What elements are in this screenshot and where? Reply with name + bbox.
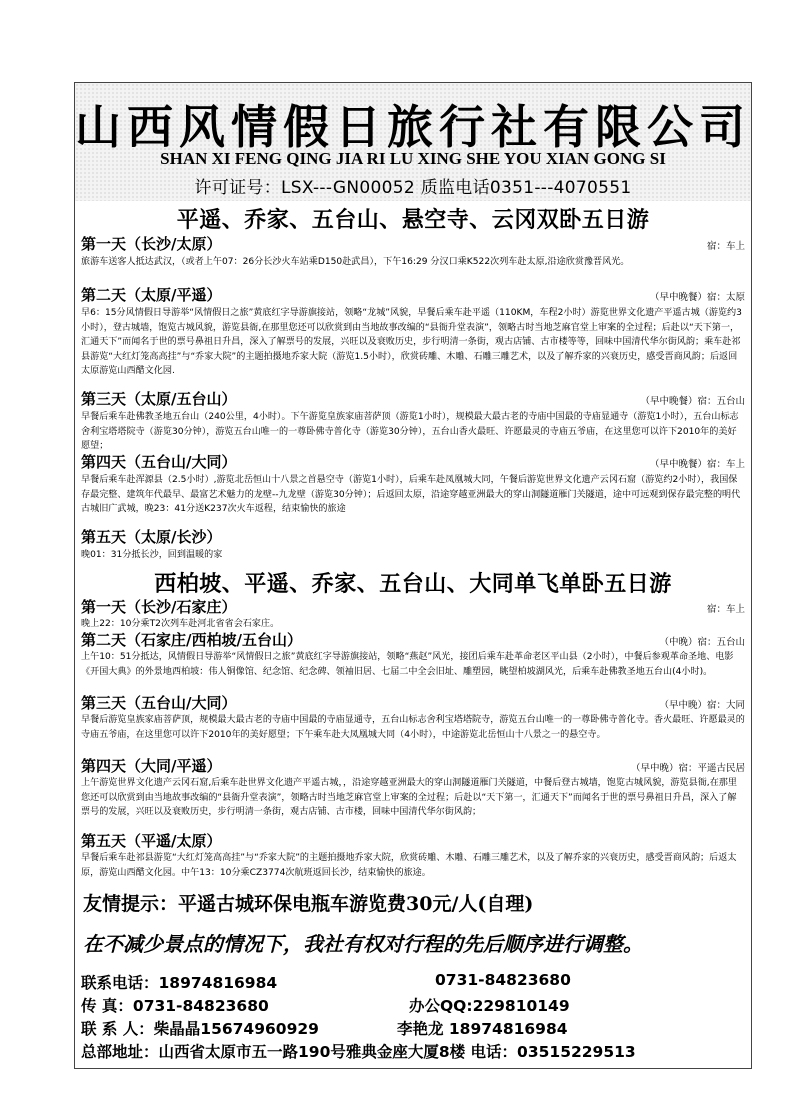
phone-number-1: 18974816984: [158, 974, 278, 992]
address-text: 山西省太原市五一路190号雅典金座大厦8楼 电话：03515229513: [158, 1043, 636, 1061]
contact-person-2: 李艳龙 18974816984: [397, 1020, 568, 1038]
day-label: 第五天（平遥/太原）: [81, 832, 222, 850]
day-meta: （早中晚）宿：平遥古民居: [630, 763, 745, 774]
contact-fax: [81, 994, 269, 1016]
person-label: 联 系 人：: [81, 1020, 154, 1038]
tour1-title: 平遥、乔家、五台山、悬空寺、云冈双卧五日游: [176, 208, 650, 233]
tour2-day4: [81, 757, 745, 775]
friendly-tip-line2: 在不减少景点的情况下，我社有权对行程的先后顺序进行调整。: [83, 932, 643, 956]
tour1-day1: [81, 235, 745, 253]
tour2-day1: [81, 598, 745, 616]
phone-label: 联系电话：: [81, 974, 159, 992]
tour1-day2: [81, 286, 745, 304]
day-label: 第一天（长沙/石家庄）: [81, 598, 237, 616]
fax-number: 0731-84823680: [132, 997, 269, 1015]
fax-label: 传 真：: [81, 997, 133, 1015]
contact-qq: [409, 994, 570, 1016]
day-label: 第四天（大同/平遥）: [81, 757, 222, 775]
tour1-day5-text: 晚01：31分抵长沙，回到温暖的家: [81, 550, 223, 560]
day-meta: （早中晚餐）宿：车上: [649, 459, 745, 470]
tour2-day3-text: 早餐后游览皇族家庙菩萨顶，规模最大最古老的寺庙中国最的寺庙显通寺，五台山标志舍利宝塔塔院寺，游览五台山唯一的一尊卧佛寺普化寺。香火最旺、许愿最灵的寺庙五爷庙，在这里您可以许下2010年的美好愿望；下午乘车赴大凤凰城大同（4小时），中途游览北岳恒山十八景之一的悬空寺。: [81, 715, 745, 740]
friendly-tip-text: 平遥古城环保电瓶车游览费30元/人(自理): [178, 893, 534, 915]
brochure-sheet: [74, 82, 752, 1069]
tour2-day5: [81, 832, 745, 850]
day-meta: （早中晚）宿：大同: [659, 700, 745, 711]
day-label: 第四天（五台山/大同）: [81, 453, 237, 471]
day-meta: （中晚）宿：五台山: [659, 637, 745, 648]
tour1-day3-text: 早餐后乘车赴佛教圣地五台山（240公里，4小时）。下午游览皇族家庙菩萨顶（游览1小时），规模最大最古老的寺庙中国最的寺庙显通寺（游览1小时），五台山标志舍利宝塔塔院寺（游览30分钟），游览五台山唯一的一尊卧佛寺普化寺（游览30分钟），五台山香火最旺、许愿最灵的寺庙五爷庙，在这里您可以许下2010年的美好愿望；: [81, 412, 739, 451]
tour1-day3: [81, 390, 745, 408]
day-label: 第五天（太原/长沙）: [81, 528, 222, 546]
day-meta: （早中晚餐）宿：太原: [649, 292, 745, 303]
tour2-day2-text: 上午10：51分抵达，风情假日导游举“风情假日之旅”黄底红字导游旗接站，领略“燕赵”风光，接团后乘车赴革命老区平山县（2小时），中餐后参观革命圣地、电影《开国大典》的外景地西柏坡：伟人铜像馆、纪念馆、纪念碑、领袖旧居、七届二中全会旧址、雕塑园，眺望柏坡湖风光，后乘车赴佛教圣地五台山(4小时)。: [81, 652, 734, 677]
contact-address: [81, 1040, 636, 1062]
day-label: 第三天（五台山/大同）: [81, 694, 237, 712]
qq-label: 办公QQ:: [409, 997, 473, 1015]
phone-number-2: 0731-84823680: [435, 971, 571, 989]
company-name: 山西风情假日旅行社有限公司: [75, 100, 751, 154]
day-label: 第一天（长沙/太原）: [81, 235, 222, 253]
tour2-day1-text: 晚上22：10分乘T2次列车赴河北省省会石家庄。: [81, 619, 280, 629]
contact-phone: [81, 971, 277, 993]
tour2-day4-text: 上午游览世界文化遗产云冈石窟,后乘车赴世界文化遗产平遥古城，，沿途穿越亚洲最大的穿山洞隧道雁门关隧道，中餐后登古城墙，饱览古城风貌，游览县衙,在那里您还可以欣赏到由当地故事改编的“县衙升堂表演”，领略古时当地芝麻官堂上审案的全过程；后赴以“天下第一，汇通天下”而闻名于世的票号鼻祖日升昌，深入了解票号的发展，兴旺以及衰败历史，步行明清一条街，观古店铺、古市楼，回味中国清代华尔街风韵；: [81, 778, 737, 817]
day-label: 第三天（太原/五台山）: [81, 390, 237, 408]
qq-number: 229810149: [472, 997, 570, 1015]
contact-person: [81, 1017, 319, 1039]
tour2-day5-text: 早餐后乘车赴祁县游览“大红灯笼高高挂”与“乔家大院”的主题拍摄地乔家大院，欣赏砖雕、木雕、石雕三雕艺术，以及了解乔家的兴衰历史，感受晋商风韵；后返太原，游览山西醋文化园。中午13：10分乘CZ3774次航班返回长沙，结束愉快的旅途。: [81, 853, 737, 878]
day-label: 第二天（石家庄/西柏坡/五台山）: [81, 631, 302, 649]
company-pinyin: SHAN XI FENG QING JIA RI LU XING SHE YOU XIAN GONG SI: [160, 149, 666, 168]
contact-person-1: 柴晶晶15674960929: [153, 1020, 319, 1038]
tour1-day4: [81, 453, 745, 471]
day-meta: （早中晚餐）宿：五台山: [640, 396, 745, 407]
day-label: 第二天（太原/平遥）: [81, 286, 222, 304]
tour2-day2: [81, 631, 745, 649]
tour2-day3: [81, 694, 745, 712]
day-meta: 宿：车上: [706, 241, 745, 252]
day-meta: 宿：车上: [706, 604, 745, 615]
tour1-day5: [81, 528, 745, 546]
friendly-tip-label: 友情提示：: [83, 893, 179, 915]
tour1-day4-text: 早餐后乘车赴浑源县（2.5小时）,游览北岳恒山十八景之首悬空寺（游览1小时），后乘车赴凤凰城大同，午餐后游览世界文化遗产云冈石窟（游览约2小时），我国保存最完整、建筑年代最早、最富艺术魅力的龙壁--九龙壁（游览30分钟）；后返回太原，沿途穿越亚洲最大的穿山洞隧道雁门关隧道，途中可远观到保存最完整的明代古城旧广武城，晚23：41分送K237次火车返程，结束愉快的旅途: [81, 475, 741, 514]
tour2-title: 西柏坡、平遥、乔家、五台山、大同单飞单卧五日游: [154, 572, 672, 597]
friendly-tip-line1: [83, 889, 745, 916]
tour1-day1-text: 旅游车送客人抵达武汉，（或者上午07：26分长沙火车站乘D150赴武昌），下午16:29 分汉口乘K522次列车赴太原,沿途欣赏豫晋风光。: [81, 257, 630, 267]
license-line: 许可证号：LSX---GN00052 质监电话0351---4070551: [194, 178, 632, 198]
address-label: 总部地址：: [81, 1043, 159, 1061]
tour1-day2-text: 早6：15分风情假日导游举“风情假日之旅”黄底红字导游旗接站，领略“龙城”风貌，早餐后乘车赴平遥（110KM，车程2小时）游览世界文化遗产平遥古城（游览约3小时），登古城墙，饱览古城风貌，游览县衙,在那里您还可以欣赏到由当地故事改编的“县衙升堂表演”，领略古时当地芝麻官堂上审案的全过程；后赴以“天下第一，汇通天下”而闻名于世的票号鼻祖日升昌，深入了解票号的发展，兴旺以及衰败历史，步行明清一条街，观古店铺、古市楼等等，回味中国清代华尔街风韵；乘车赴祁县游览“大红灯笼高高挂”与“乔家大院”的主题拍摄地乔家大院（游览1.5小时），欣赏砖雕、木雕、石雕三雕艺术，以及了解乔家的兴衰历史，感受晋商风韵；后返回太原游览山西醋文化园.: [81, 308, 742, 376]
